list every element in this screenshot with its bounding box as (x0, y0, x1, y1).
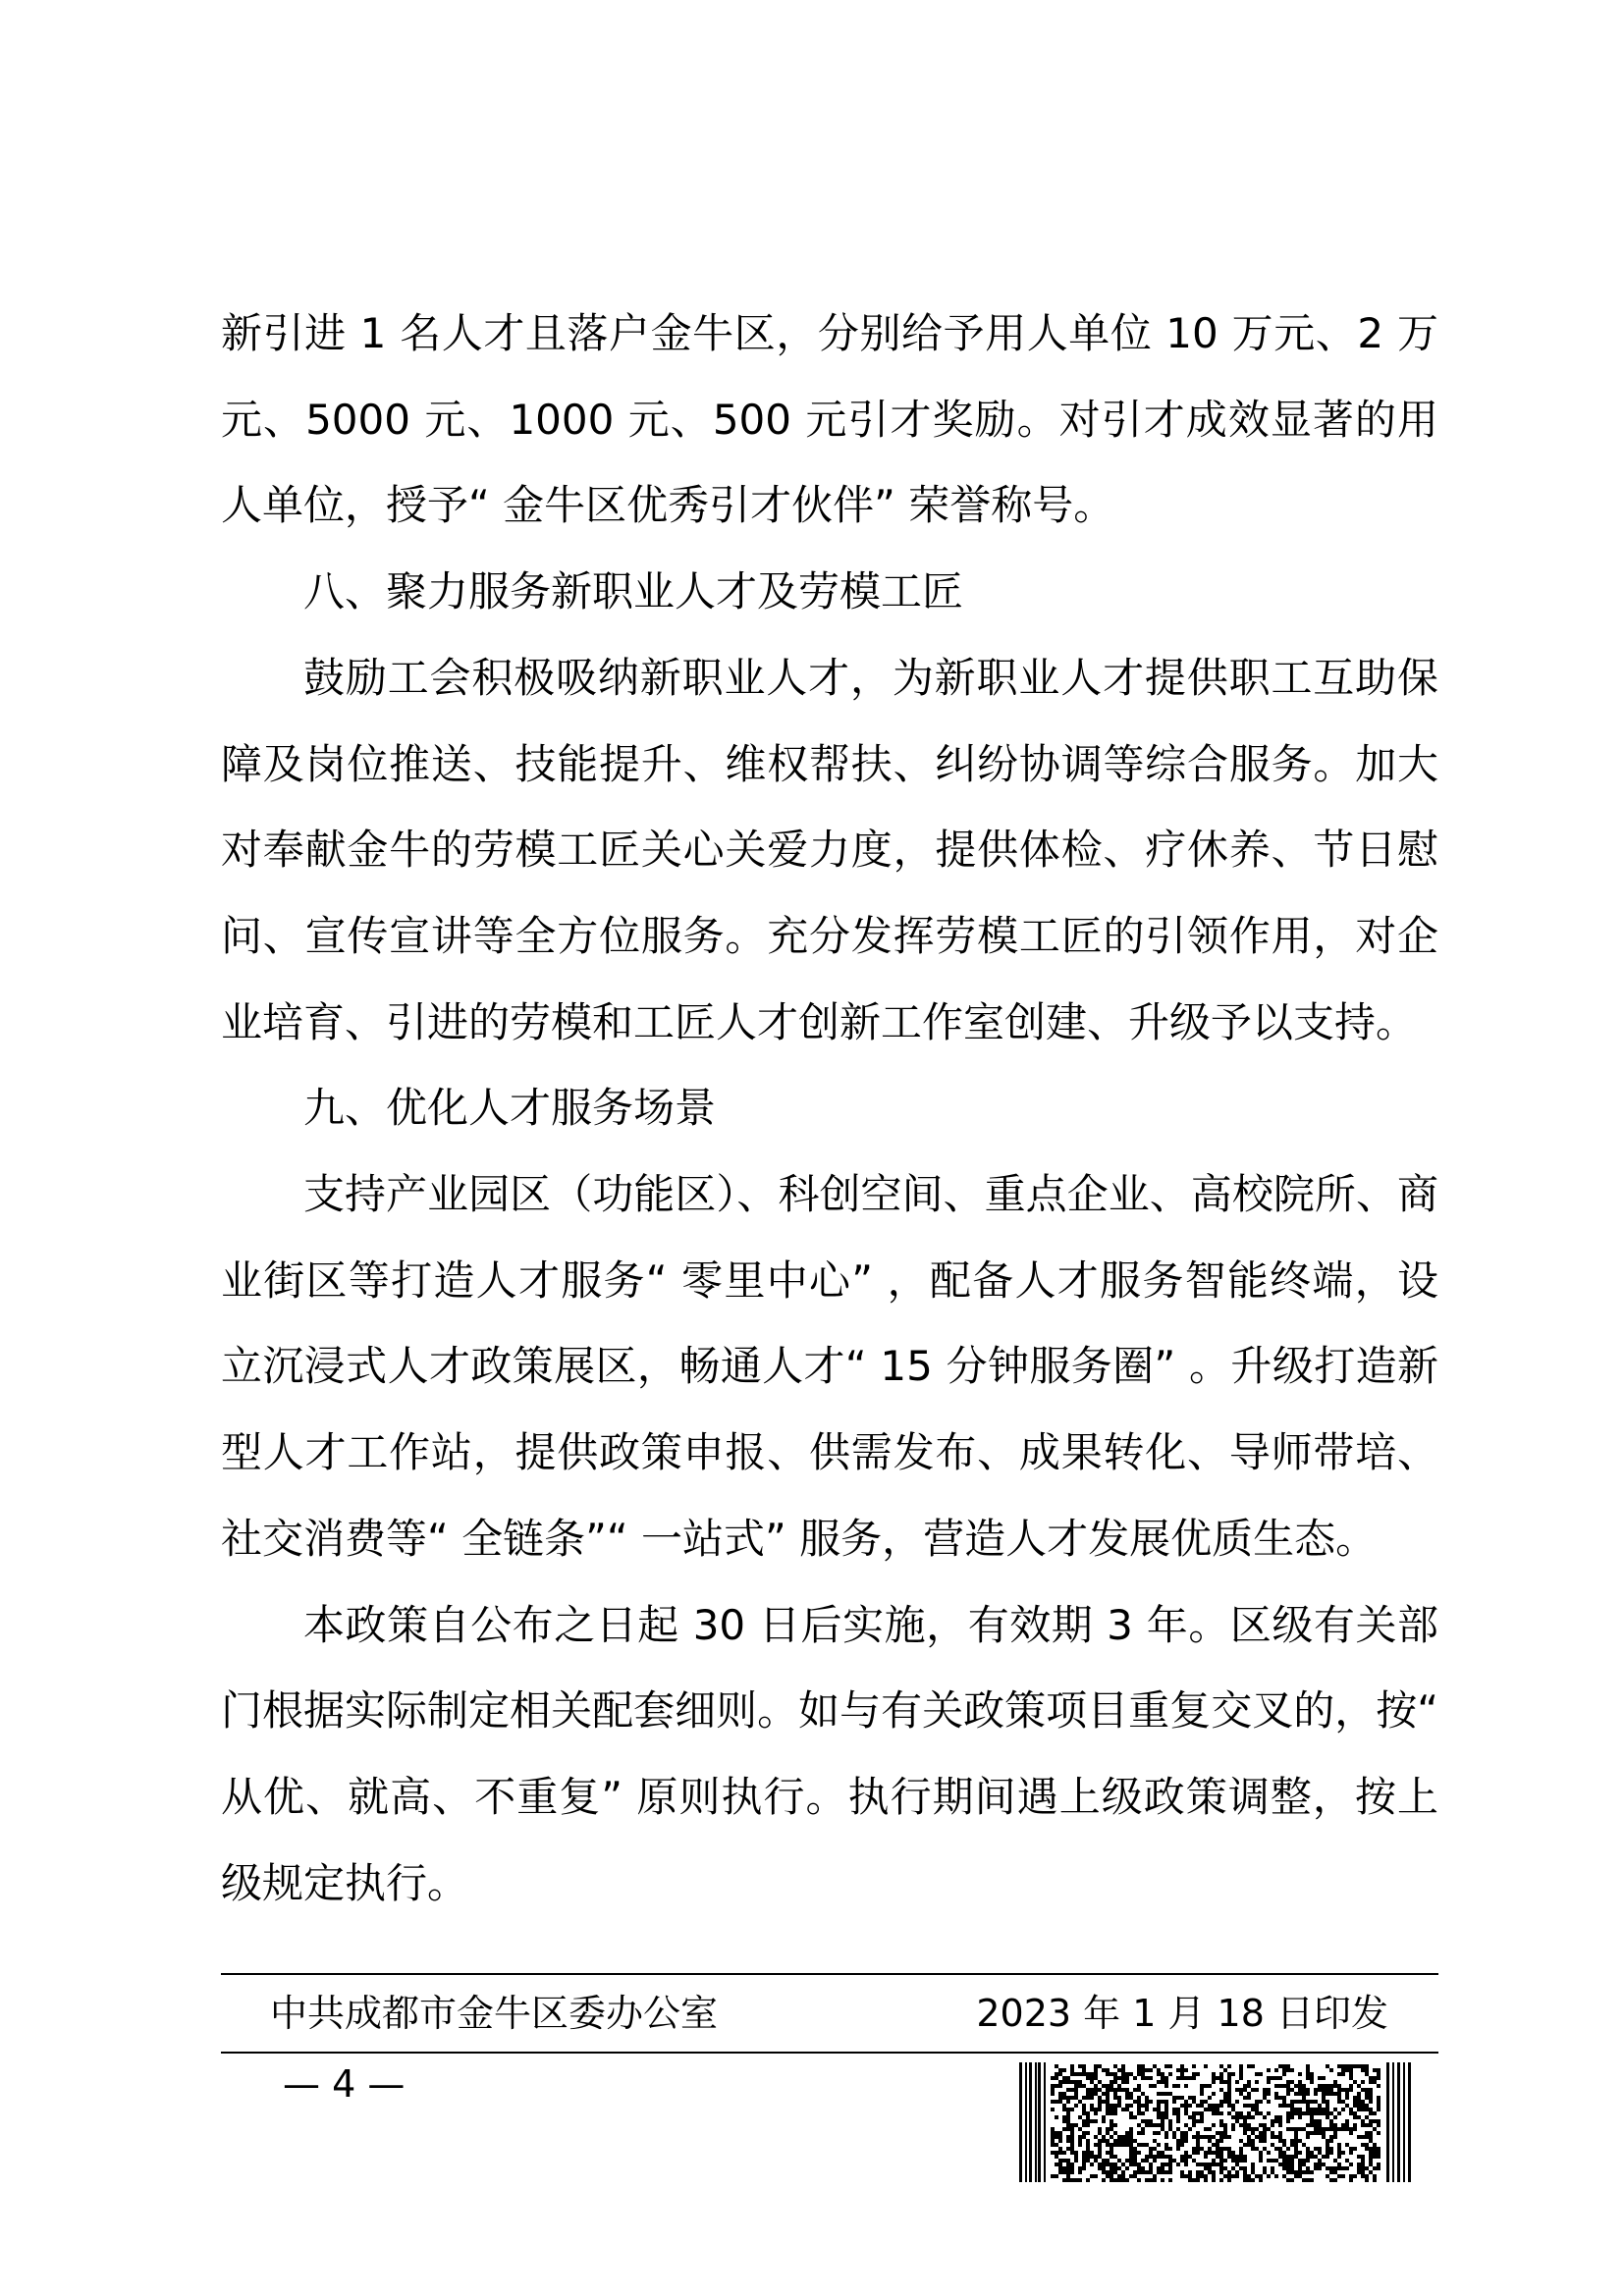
barcode-icon (1019, 2062, 1412, 2182)
paragraph-award-continuation: 新引进 1 名人才且落户金牛区，分别给予用人单位 10 万元、2 万元、5000 元、1000 元、500 元引才奖励。对引才成效显著的用人单位，授予“ 金牛区优秀引才伙伴” 荣誉称号。 (221, 309, 1438, 530)
paragraph-section-8: 鼓励工会积极吸纳新职业人才，为新职业人才提供职工互助保障及岗位推送、技能提升、维权帮扶、纠纷协调等综合服务。加大对奉献金牛的劳模工匠关心关爱力度，提供体检、疗休养、节日慰问、宣传宣讲等全方位服务。充分发挥劳模工匠的引领作用，对企业培育、引进的劳模和工匠人才创新工作室创建、升级予以支持。 (221, 653, 1438, 1046)
footer-bottom-rule (221, 2052, 1438, 2054)
paragraph-effective-date: 本政策自公布之日起 30 日后实施，有效期 3 年。区级有关部门根据实际制定相关配套细则。如与有关政策项目重复交叉的，按“ 从优、就高、不重复” 原则执行。执行期间遇上级政策调整，按上级规定执行。 (221, 1600, 1438, 1907)
paragraph-section-9: 支持产业园区（功能区）、科创空间、重点企业、高校院所、商业街区等打造人才服务“ 零里中心” ，配备人才服务智能终端，设立沉浸式人才政策展区，畅通人才“ 15 分钟服务圈” 。升级打造新型人才工作站，提供政策申报、供需发布、成果转化、导师带培、社交消费等“ 全链条”“ 一站式” 服务，营造人才发展优质生态。 (221, 1170, 1438, 1563)
issue-date: 2023 年 1 月 18 日印发 (976, 1992, 1388, 2035)
heading-section-9: 九、优化人才服务场景 (303, 1084, 717, 1133)
page-number: — 4 — (283, 2062, 406, 2106)
issuer-name: 中共成都市金牛区委办公室 (270, 1992, 719, 2035)
heading-section-8: 八、聚力服务新职业人才及劳模工匠 (303, 567, 964, 616)
footer-top-rule (221, 1973, 1438, 1975)
body-text (221, 291, 1438, 1926)
